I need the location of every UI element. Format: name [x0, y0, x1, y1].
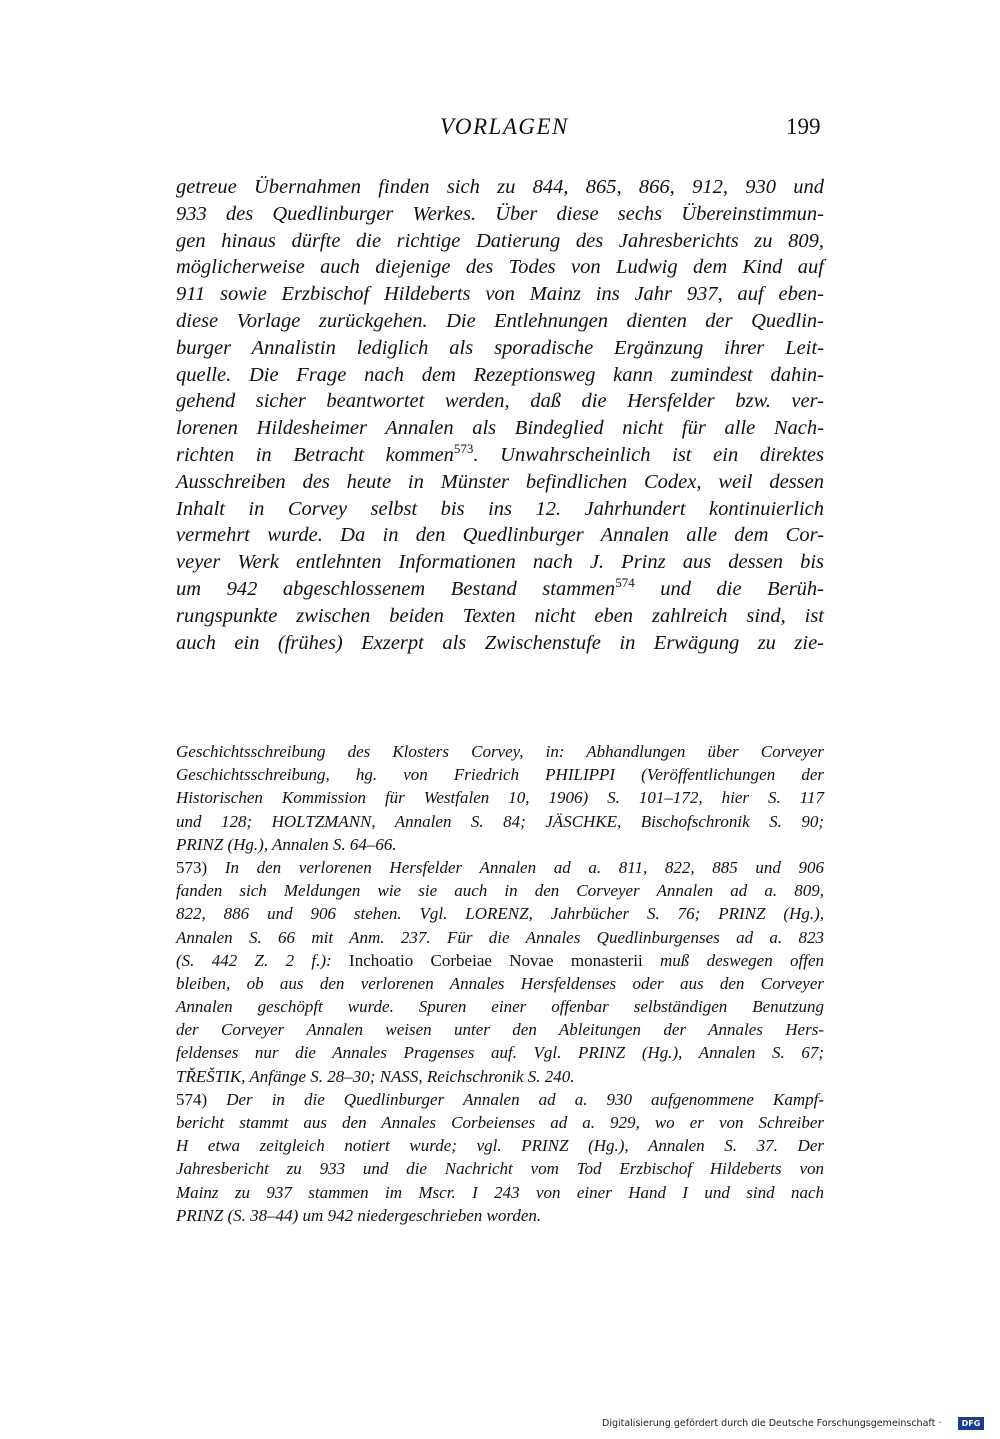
footnote-line: Annalen geschöpft wurde. Spuren einer offenbar selbständigen Benutzung	[176, 997, 824, 1017]
text-line: Ausschreiben des heute in Münster befindlichen Codex, weil dessen	[176, 470, 824, 493]
footnote-number: 574)	[176, 1089, 208, 1109]
footnotes	[176, 740, 824, 1227]
digitization-credit: Digitalisierung gefördert durch die Deutsche Forschungsgemeinschaft ·	[602, 1418, 942, 1429]
text-line: diese Vorlage zurückgehen. Die Entlehnungen dienten der Quedlin-	[176, 309, 824, 332]
text-line: rungspunkte zwischen beiden Texten nicht eben zahlreich sind, ist	[176, 604, 824, 627]
footnote-line: PRINZ (S. 38–44) um 942 niedergeschrieben worden.	[176, 1205, 542, 1225]
text-line: veyer Werk entlehnten Informationen nach J. Prinz aus dessen bis	[176, 551, 824, 574]
footnote-line	[176, 949, 824, 972]
latin-quote: Inchoatio Corbeiae Novae monasterii	[349, 950, 643, 970]
text-line: lorenen Hildesheimer Annalen als Bindeglied nicht für alle Nach-	[176, 417, 824, 440]
running-head	[0, 114, 1000, 146]
footnote-ref-574[interactable]: 574	[615, 574, 635, 590]
footnote-line: Annalen S. 66 mit Anm. 237. Für die Annales Quedlinburgenses ad a. 823	[176, 927, 824, 947]
footnote-text: (S. 442 Z. 2 f.):	[176, 950, 332, 970]
text-line: gehend sicher beantwortet werden, daß die Hersfelder bzw. ver-	[176, 390, 824, 413]
text-line: burger Annalistin lediglich als sporadische Ergänzung ihrer Leit-	[176, 336, 824, 359]
footnote-574	[176, 1088, 824, 1227]
footnote-line: bericht stammt aus den Annales Corbeienses ad a. 929, wo er von Schreiber	[176, 1113, 824, 1132]
footnote-line: Geschichtsschreibung, hg. von Friedrich PHILIPPI (Veröffentlichungen der	[176, 765, 824, 785]
footnote-continuation	[176, 740, 824, 856]
text-line: quelle. Die Frage nach dem Rezeptionsweg kann zumindest dahin-	[176, 363, 824, 386]
footnote-line: 822, 886 und 906 stehen. Vgl. LORENZ, Jahrbücher S. 76; PRINZ (Hg.),	[176, 904, 824, 924]
text-line: 911 sowie Erzbischof Hildeberts von Mainz ins Jahr 937, auf eben-	[176, 283, 824, 306]
footnote-line: Jahresbericht zu 933 und die Nachricht vom Tod Erzbischof Hildeberts von	[176, 1159, 824, 1179]
text-segment: und die Berüh-	[634, 577, 824, 600]
footnote-573	[176, 856, 824, 1088]
footnote-line: Geschichtsschreibung des Klosters Corvey, in: Abhandlungen über Corveyer	[176, 742, 824, 761]
footnote-line: bleiben, ob aus den verlorenen Annales Hersfeldenses oder aus den Corveyer	[176, 973, 824, 993]
footnote-line: und 128; HOLTZMANN, Annalen S. 84; JÄSCHKE, Bischofschronik S. 90;	[176, 811, 824, 831]
footnote-line: PRINZ (Hg.), Annalen S. 64–66.	[176, 834, 397, 854]
text-line	[176, 576, 824, 603]
text-segment: richten in Betracht kommen	[176, 443, 454, 466]
text-segment: um 942 abgeschlossenem Bestand stammen	[176, 577, 616, 600]
text-segment: . Unwahrscheinlich ist ein direktes	[473, 443, 824, 466]
footnote-text: Der in die Quedlinburger Annalen ad a. 930 aufgenommene Kampf-	[226, 1089, 824, 1109]
footnote-line	[176, 856, 824, 879]
dfg-logo-icon: DFG	[958, 1417, 984, 1430]
page-number: 199	[786, 114, 821, 139]
footnote-line: der Corveyer Annalen weisen unter den Ableitungen der Annales Hers-	[176, 1020, 824, 1040]
main-text	[176, 174, 824, 656]
footnote-text: muß deswegen offen	[642, 950, 825, 970]
footnote-line: Historischen Kommission für Westfalen 10, 1906) S. 101–172, hier S. 117	[176, 788, 824, 808]
footnote-line: feldenses nur die Annales Pragenses auf. Vgl. PRINZ (Hg.), Annalen S. 67;	[176, 1043, 824, 1063]
running-title: VORLAGEN	[440, 114, 569, 139]
footnote-line: TŘEŠTIK, Anfänge S. 28–30; NASS, Reichschronik S. 240.	[176, 1066, 575, 1086]
text-line: 933 des Quedlinburger Werkes. Über diese sechs Übereinstimmun-	[176, 202, 824, 225]
footnote-text: In den verlorenen Hersfelder Annalen ad a. 811, 822, 885 und 906	[224, 857, 824, 877]
text-line: vermehrt wurde. Da in den Quedlinburger Annalen alle dem Cor-	[176, 524, 824, 547]
footnote-line: fanden sich Meldungen wie sie auch in den Corveyer Annalen ad a. 809,	[176, 881, 824, 901]
text-line: getreue Übernahmen finden sich zu 844, 865, 866, 912, 930 und	[176, 176, 824, 198]
footnote-line: Mainz zu 937 stammen im Mscr. I 243 von einer Hand I und sind nach	[176, 1182, 824, 1202]
text-line: gen hinaus dürfte die richtige Datierung des Jahresberichts zu 809,	[176, 229, 824, 252]
footnote-line	[176, 1088, 824, 1111]
text-line: Inhalt in Corvey selbst bis ins 12. Jahrhundert kontinuierlich	[176, 497, 824, 520]
text-line: auch ein (frühes) Exzerpt als Zwischenstufe in Erwägung zu zie-	[176, 631, 824, 654]
footnote-ref-573[interactable]: 573	[453, 440, 474, 456]
footnote-line: H etwa zeitgleich notiert wurde; vgl. PRINZ (Hg.), Annalen S. 37. Der	[176, 1136, 824, 1156]
text-line	[176, 442, 824, 469]
footnote-number: 573)	[176, 857, 208, 877]
text-line: möglicherweise auch diejenige des Todes von Ludwig dem Kind auf	[176, 256, 824, 279]
